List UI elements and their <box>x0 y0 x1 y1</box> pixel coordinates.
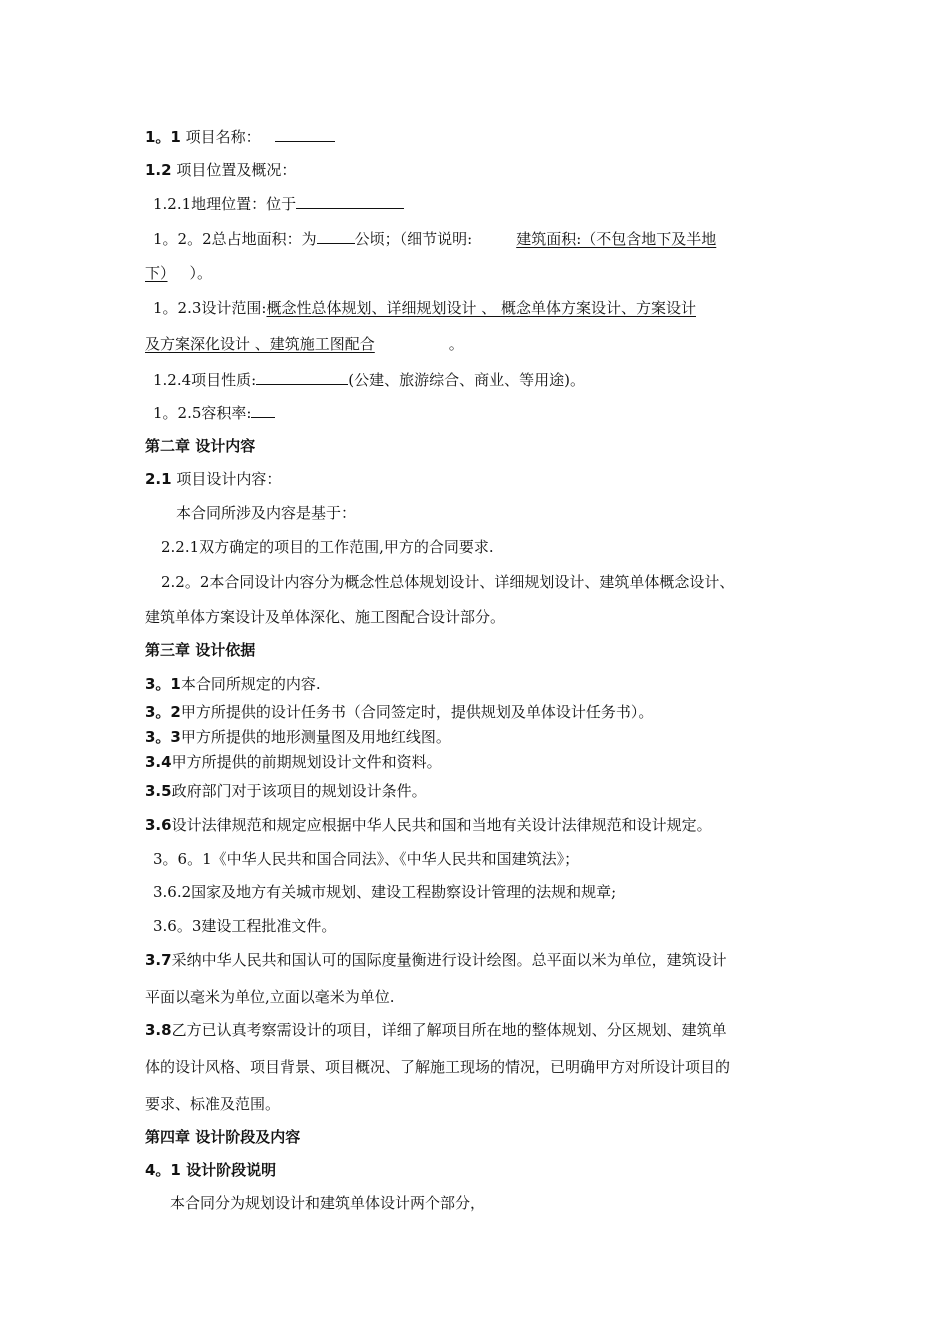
item-text: 本合同所规定的内容. <box>180 675 321 693</box>
geo-location-blank[interactable] <box>296 193 404 209</box>
item-label: 1。2.5容积率: <box>153 404 252 422</box>
item-text: 政府部门对于该项目的规划设计条件。 <box>171 782 427 800</box>
paragraph-4-1: 本合同分为规划设计和建筑单体设计两个部分， <box>170 1194 486 1212</box>
item-number: 3.7 <box>145 951 172 969</box>
item-3-8-cont-1: 体的设计风格、项目背景、项目概况、了解施工现场的情况，已明确甲方对所设计项目的 <box>145 1058 731 1076</box>
item-label: 1。2.3设计范围: <box>153 299 267 317</box>
item-number: 3。3 <box>145 728 181 746</box>
item-number: 3。1 <box>145 675 181 693</box>
item-number: 3.5 <box>145 782 172 800</box>
period-text: 。 <box>448 335 464 353</box>
item-3-8-cont-2: 要求、标准及范围。 <box>145 1095 281 1113</box>
item-2-1 <box>145 469 281 489</box>
nature-blank[interactable] <box>256 369 348 385</box>
item-3-3 <box>145 727 451 747</box>
item-text: 甲方所提供的设计任务书（合同签定时，提供规划及单体设计任务书）。 <box>180 703 654 721</box>
item-2-2-2: 2.2。2本合同设计内容分为概念性总体规划设计、详细规划设计、建筑单体概念设计、 <box>161 573 735 591</box>
item-number: 1.2 <box>145 161 172 179</box>
project-name-blank[interactable] <box>275 126 335 142</box>
item-3-2 <box>145 702 653 722</box>
item-text: 甲方所提供的前期规划设计文件和资料。 <box>171 753 442 771</box>
item-3-6 <box>145 815 712 835</box>
item-label: 1.2.4项目性质: <box>153 371 257 389</box>
item-number: 2.1 <box>145 470 172 488</box>
item-3-8 <box>145 1020 727 1040</box>
item-text: 采纳中华人民共和国认可的国际度量衡进行设计绘图。总平面以米为单位，建筑设计 <box>171 951 727 969</box>
closing-text: ）。 <box>189 264 213 282</box>
item-1-2-4-nature <box>153 369 585 390</box>
paragraph-2-1: 本合同所涉及内容是基于： <box>176 504 357 522</box>
chapter-2-heading: 第二章 设计内容 <box>145 437 256 455</box>
item-1-2-location <box>145 160 296 180</box>
item-label: 1。2。2总占地面积：为 <box>153 230 317 248</box>
item-number: 3.6 <box>145 816 172 834</box>
item-1-2-3-scope-cont <box>145 334 464 354</box>
item-4-1-heading: 4。1 设计阶段说明 <box>145 1161 277 1179</box>
item-2-2-1: 2.2.1双方确定的项目的工作范围,甲方的合同要求. <box>161 538 494 556</box>
item-number: 3.4 <box>145 753 172 771</box>
area-unit-text: 公顷；（细节说明: <box>354 230 473 248</box>
item-number: 3。2 <box>145 703 181 721</box>
chapter-4-heading: 第四章 设计阶段及内容 <box>145 1128 301 1146</box>
item-3-7-cont: 平面以毫米为单位,立面以毫米为单位. <box>145 988 395 1006</box>
item-1-2-2-area <box>153 228 716 249</box>
building-area-text: 建筑面积:（不包含地下及半地 <box>516 230 717 248</box>
item-number: 3.8 <box>145 1021 172 1039</box>
item-1-2-3-scope <box>153 298 696 318</box>
item-3-7 <box>145 950 727 970</box>
item-1-2-1-geo <box>153 193 404 214</box>
item-3-5 <box>145 781 427 801</box>
item-label: 项目位置及概况： <box>171 161 297 179</box>
item-2-2-2-cont: 建筑单体方案设计及单体深化、施工图配合设计部分。 <box>145 608 506 626</box>
chapter-3-heading: 第三章 设计依据 <box>145 641 256 659</box>
item-label: 项目设计内容： <box>171 470 282 488</box>
area-blank[interactable] <box>317 228 355 244</box>
item-3-6-3: 3.6。3建设工程批准文件。 <box>153 917 337 935</box>
item-text: 设计法律规范和规定应根据中华人民共和国和当地有关设计法律规范和设计规定。 <box>171 816 712 834</box>
scope-text-cont: 及方案深化设计 、建筑施工图配合 <box>145 335 375 353</box>
far-blank[interactable] <box>251 402 275 418</box>
item-label: 1.2.1地理位置：位于 <box>153 195 297 213</box>
item-number: 1。1 <box>145 128 181 146</box>
item-label: 项目名称： <box>180 128 261 146</box>
item-text: 甲方所提供的地形测量图及用地红线图。 <box>180 728 451 746</box>
nature-options: (公建、旅游综合、商业、等用途)。 <box>348 371 585 389</box>
item-3-1 <box>145 674 321 694</box>
item-3-6-1: 3。6。1《中华人民共和国合同法》、《中华人民共和国建筑法》； <box>153 850 580 868</box>
item-1-2-2-area-cont <box>145 263 212 283</box>
item-1-2-5-far <box>153 402 275 423</box>
item-1-1-project-name <box>145 126 335 147</box>
item-3-6-2: 3.6.2国家及地方有关城市规划、建设工程勘察设计管理的法规和规章; <box>153 883 617 901</box>
building-area-text-cont: 下） <box>145 264 168 282</box>
item-text: 乙方已认真考察需设计的项目，详细了解项目所在地的整体规划、分区规划、建筑单 <box>171 1021 727 1039</box>
item-3-4 <box>145 752 442 772</box>
scope-text: 概念性总体规划、详细规划设计 、 概念单体方案设计、方案设计 <box>266 299 696 317</box>
